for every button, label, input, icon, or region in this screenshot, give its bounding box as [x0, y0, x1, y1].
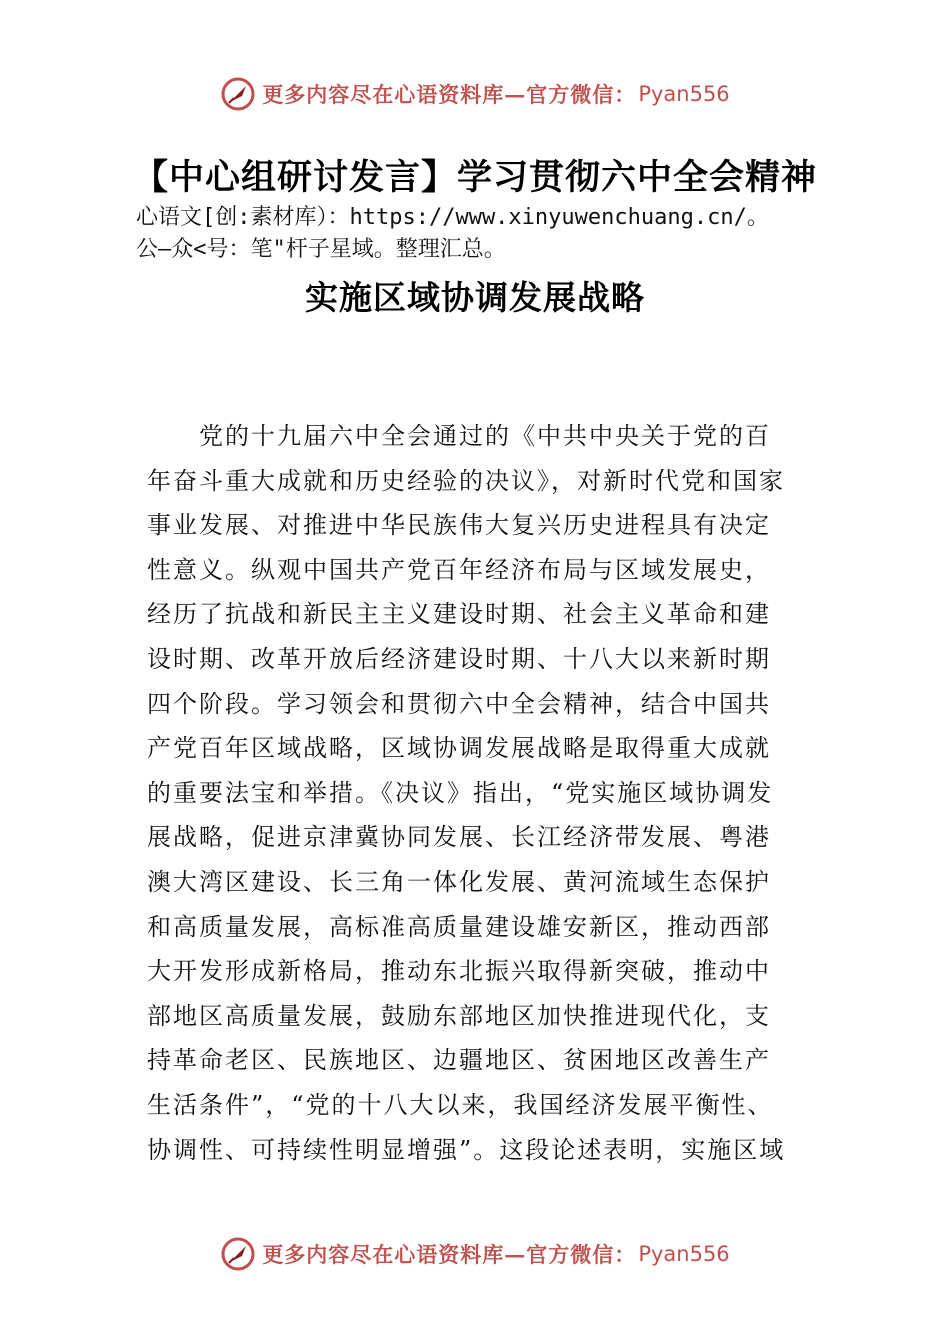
main-title: 【中心组研讨发言】学习贯彻六中全会精神	[132, 158, 817, 198]
body-line: 展战略，促进京津冀协同发展、长江经济带发展、粤港	[147, 823, 771, 852]
body-line: 产党百年区域战略，区域协调发展战略是取得重大成就	[147, 734, 771, 763]
body-line: 大开发形成新格局，推动东北振兴取得新突破，推动中	[147, 957, 771, 986]
body-line: 部地区高质量发展，鼓励东部地区加快推进现代化，支	[147, 1001, 771, 1030]
body-line: 经历了抗战和新民主主义建设时期、社会主义革命和建	[147, 600, 771, 629]
body-line: 协调性、可持续性明显增强”。这段论述表明，实施区域	[147, 1135, 786, 1164]
body-line: 年奋斗重大成就和历史经验的决议》，对新时代党和国家	[147, 466, 785, 495]
body-line: 事业发展、对推进中华民族伟大复兴历史进程具有决定	[147, 511, 771, 540]
quill-logo-icon	[220, 1236, 256, 1272]
body-line: 持革命老区、民族地区、边疆地区、贫困地区改善生产	[147, 1046, 771, 1075]
banner-text: 更多内容尽在心语资料库—官方微信：	[262, 1242, 637, 1267]
sub-title: 实施区域协调发展战略	[305, 278, 645, 317]
footer-banner	[0, 1232, 950, 1276]
wechat-id: Pyan556	[638, 82, 730, 106]
body-line: 设时期、改革开放后经济建设时期、十八大以来新时期	[147, 644, 771, 673]
banner-text: 更多内容尽在心语资料库—官方微信：	[262, 82, 637, 107]
wechat-id: Pyan556	[638, 1242, 730, 1266]
body-line: 性意义。纵观中国共产党百年经济布局与区域发展史，	[147, 555, 771, 584]
body-line: 的重要法宝和举措。《决议》指出，“党实施区域协调发	[147, 778, 774, 807]
body-line: 澳大湾区建设、长三角一体化发展、黄河流域生态保护	[147, 867, 771, 896]
source-line-1: 心语文[创:素材库）：https://www.xinyuwenchuang.cn/。	[136, 205, 769, 230]
source-line-2: 公—众<号：笔"杆子星域。整理汇总。	[136, 237, 506, 262]
body-line: 四个阶段。学习领会和贯彻六中全会精神，结合中国共	[147, 689, 771, 718]
quill-logo-icon	[220, 76, 256, 112]
body-line: 和高质量发展，高标准高质量建设雄安新区，推动西部	[147, 912, 771, 941]
body-line: 生活条件”，“党的十八大以来，我国经济发展平衡性、	[147, 1090, 774, 1119]
header-banner	[0, 72, 950, 116]
body-paragraph	[147, 414, 809, 1172]
body-line: 党的十九届六中全会通过的《中共中央关于党的百	[199, 422, 771, 450]
